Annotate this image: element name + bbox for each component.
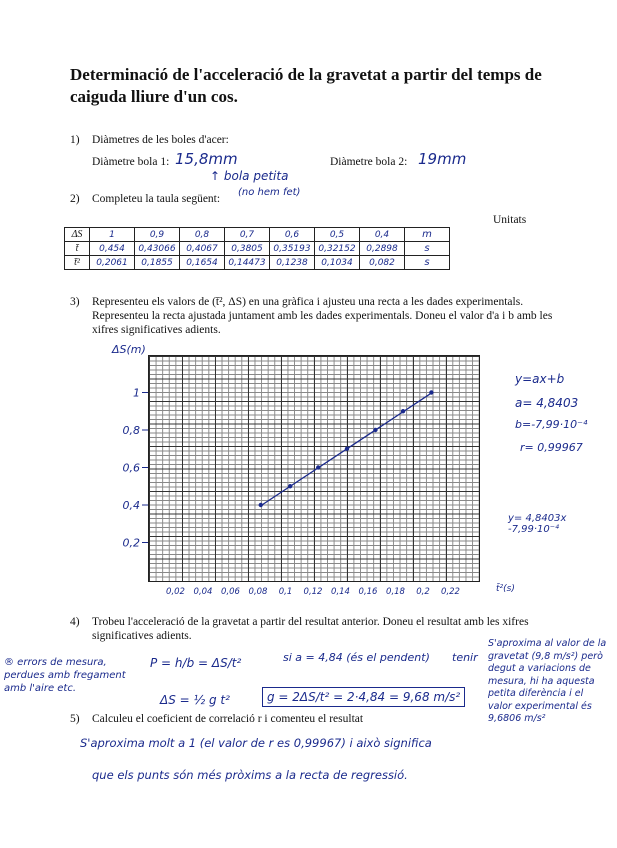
x-tick-label: 0,14 xyxy=(331,587,350,597)
y-axis-label: ΔS(m) xyxy=(112,343,146,356)
q3-line-3: xifres significatives adients. xyxy=(92,324,221,336)
data-point xyxy=(316,465,320,469)
free-fall-formula: ΔS = ½ g t² xyxy=(160,693,230,707)
table-cell: 0,082 xyxy=(360,256,405,270)
unit-cell: s xyxy=(405,242,450,256)
x-tick-label: 0,08 xyxy=(248,587,268,597)
x-tick-label: 0,22 xyxy=(441,587,460,597)
q2-text: Completeu la taula següent: xyxy=(92,193,221,205)
table-cell: 0,1238 xyxy=(270,256,315,270)
bola1-value: 15,8mm xyxy=(175,150,238,168)
table-cell: 0,35193 xyxy=(270,242,315,256)
x-tick-label: 0,02 xyxy=(166,587,185,597)
gravity-result: g = 2ΔS/t² = 2·4,84 = 9,68 m/s² xyxy=(262,687,465,707)
data-point xyxy=(288,484,292,488)
table-cell: 0,1034 xyxy=(315,256,360,270)
table-cell: 0,5 xyxy=(315,228,360,242)
data-point xyxy=(373,428,377,432)
gravity-comment: S'aproxima al valor de la gravetat (9,8 m/s²) però degut a variacions de mesura, hi ha aquesta petita diferència i el valor experimental és 9,6806 m/s² xyxy=(488,638,607,724)
correlation-answer-1: S'aproxima molt a 1 (el valor de r es 0,99967) i això significa xyxy=(80,736,432,750)
x-tick-label: 0,12 xyxy=(303,587,323,597)
table-cell: 0,4067 xyxy=(180,242,225,256)
y-tick-label: 1 xyxy=(133,386,140,400)
row-label: ΔS xyxy=(65,228,90,242)
bola2-value: 19mm xyxy=(418,150,467,168)
bola-note-2: (no hem fet) xyxy=(238,187,301,198)
bola2-label: Diàmetre bola 2: xyxy=(330,156,408,168)
units-header: Unitats xyxy=(493,214,527,226)
page-title: Determinació de l'acceleració de la gravetat a partir del temps de caiguda lliure d'un cos. xyxy=(70,65,542,106)
q1-number: 1) xyxy=(70,134,80,146)
data-point xyxy=(429,390,433,394)
tenir-word: tenir xyxy=(452,651,478,664)
x-tick-label: 0,2 xyxy=(416,587,430,597)
errors-note: ® errors de mesura, perdues amb fregament amb l'aire etc. xyxy=(4,657,126,694)
q5-number: 5) xyxy=(70,713,80,725)
q3-line-1: Representeu els valors de (t̄², ΔS) en una gràfica i ajusteu una recta a les dades experimentals. xyxy=(92,296,524,308)
q4-number: 4) xyxy=(70,616,80,628)
q4-line-2: significatives adients. xyxy=(92,630,192,642)
row-label: t̄ xyxy=(65,242,90,256)
x-tick-label: 0,06 xyxy=(221,587,240,597)
table-cell: 0,14473 xyxy=(225,256,270,270)
fit-line-equation: y= 4,8403x -7,99·10⁻⁴ xyxy=(508,513,567,535)
table-cell: 0,43066 xyxy=(135,242,180,256)
y-tick-label: 0,8 xyxy=(122,424,140,437)
x-tick-label: 0,16 xyxy=(358,587,378,597)
bola1-label: Diàmetre bola 1: xyxy=(92,156,170,168)
table-cell: 0,9 xyxy=(135,228,180,242)
x-axis-label: t̄²(s) xyxy=(496,584,515,594)
q2-number: 2) xyxy=(70,193,80,205)
row-label: t̄² xyxy=(65,256,90,270)
table-cell: 0,2061 xyxy=(90,256,135,270)
table-cell: 0,8 xyxy=(180,228,225,242)
table-cell: 0,4 xyxy=(360,228,405,242)
correlation-answer-2: que els punts són més pròxims a la recta de regressió. xyxy=(92,768,408,782)
table-cell: 1 xyxy=(90,228,135,242)
x-tick-label: 0,04 xyxy=(193,587,213,597)
y-tick-label: 0,4 xyxy=(122,499,140,512)
fit-a: a= 4,8403 xyxy=(515,396,579,410)
fit-equation: y=ax+b xyxy=(515,372,565,386)
table-cell: 0,2898 xyxy=(360,242,405,256)
x-tick-label: 0,18 xyxy=(386,587,405,597)
q4-line-1: Trobeu l'acceleració de la gravetat a partir del resultat anterior. Doneu el resultat amb les xifres xyxy=(92,616,529,628)
unit-cell: s xyxy=(405,256,450,270)
y-tick-label: 0,2 xyxy=(122,536,140,550)
y-tick-label: 0,6 xyxy=(122,461,140,475)
x-tick-label: 0,1 xyxy=(278,587,293,597)
q3-line-2: Representeu la recta ajustada juntament amb les dades experimentals. Doneu el valor d'a i b amb les xyxy=(92,310,553,322)
data-point xyxy=(259,503,263,507)
table-cell: 0,454 xyxy=(90,242,135,256)
q3-number: 3) xyxy=(70,296,80,308)
table-cell: 0,1855 xyxy=(135,256,180,270)
table-cell: 0,32152 xyxy=(315,242,360,256)
unit-cell: m xyxy=(405,228,450,242)
table-cell: 0,3805 xyxy=(225,242,270,256)
table-cell: 0,1654 xyxy=(180,256,225,270)
slope-statement: si a = 4,84 (és el pendent) xyxy=(283,651,430,664)
table-cell: 0,6 xyxy=(270,228,315,242)
fit-r: r= 0,99967 xyxy=(520,441,583,454)
q1-text: Diàmetres de les boles d'acer: xyxy=(92,134,229,146)
slope-formula: P = h/b = ΔS/t² xyxy=(150,656,242,670)
q5-text: Calculeu el coeficient de correlació r i comenteu el resultat xyxy=(92,713,364,725)
bola-note-1: ↑ bola petita xyxy=(210,169,289,183)
fit-b: b=-7,99·10⁻⁴ xyxy=(515,418,588,431)
data-point xyxy=(345,447,349,451)
table-cell: 0,7 xyxy=(225,228,270,242)
data-point xyxy=(401,409,405,413)
